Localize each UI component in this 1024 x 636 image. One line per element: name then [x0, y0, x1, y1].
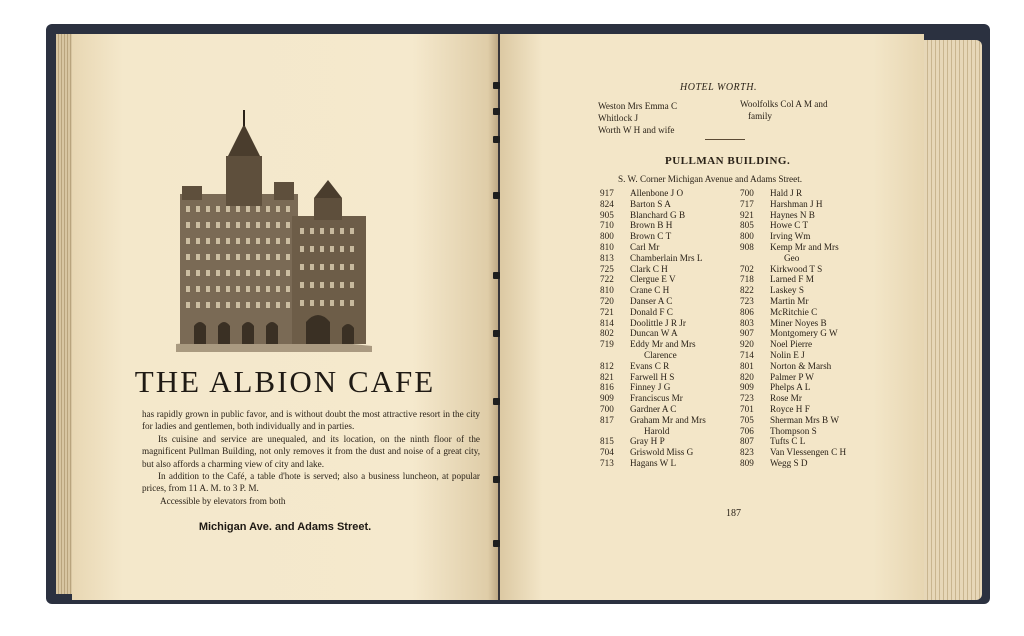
directory-row	[600, 210, 706, 221]
directory-row	[600, 285, 706, 296]
room-number: 917	[600, 188, 614, 198]
room-number: 814	[600, 317, 614, 328]
room-number: 909	[740, 382, 754, 393]
room-number	[740, 253, 770, 264]
tenant-name: Gardner A C	[630, 403, 677, 414]
room-number: 821	[600, 371, 614, 382]
right-page	[500, 34, 924, 600]
tenant-name: Clarence	[644, 349, 677, 360]
room-number: 700	[740, 188, 754, 198]
tenant-name: Eddy Mr and Mrs	[630, 339, 696, 350]
tenant-name: Noel Pierre	[770, 339, 813, 350]
room-number: 800	[600, 231, 614, 242]
directory-row	[600, 242, 706, 253]
directory-row	[740, 318, 846, 329]
room-number: 702	[740, 263, 754, 274]
pullman-building-illustration	[174, 106, 374, 352]
tenant-name: Griswold Miss G	[630, 447, 694, 458]
directory-row	[740, 436, 846, 447]
room-number: 801	[740, 360, 754, 371]
tenant-name: Sherman Mrs B W	[770, 414, 839, 425]
tenant-name: Miner Noyes B	[770, 317, 827, 328]
tenant-name: Howe C T	[770, 220, 809, 231]
room-number: 907	[740, 328, 754, 339]
cafe-paragraph-2: Its cuisine and service are unequaled, and its location, on the ninth floor of the magnificent Pullman Building, not only removes it from the dust and noise of a great city, but also affords a charming view of city and lake.	[142, 433, 480, 469]
tenant-name: Wegg S D	[770, 457, 808, 468]
directory-row	[600, 404, 706, 415]
directory-row	[600, 231, 706, 242]
room-number: 701	[740, 403, 754, 414]
directory-row	[600, 382, 706, 393]
divider	[705, 139, 745, 140]
room-number: 823	[740, 447, 754, 458]
room-number: 905	[600, 209, 614, 220]
room-number: 713	[600, 457, 614, 468]
tenant-name: Geo	[784, 252, 800, 263]
tenant-name: Chamberlain Mrs L	[630, 252, 703, 263]
directory-row	[600, 199, 706, 210]
directory-row	[740, 307, 846, 318]
room-number: 800	[740, 231, 754, 242]
room-number: 720	[600, 295, 614, 306]
directory-row	[600, 447, 706, 458]
directory-column-1	[600, 188, 706, 469]
directory-row	[740, 285, 846, 296]
tenant-name: Barton S A	[630, 198, 671, 209]
room-number: 817	[600, 414, 614, 425]
tenant-name: Thompson S	[770, 425, 817, 436]
directory-row	[740, 393, 846, 404]
binding-stitch	[493, 330, 500, 337]
tenant-name: Blanchard G B	[630, 209, 686, 220]
room-number: 717	[740, 198, 754, 209]
directory-row	[600, 339, 706, 350]
tenant-name: Donald F C	[630, 306, 673, 317]
room-number: 719	[600, 339, 614, 350]
directory-row	[600, 296, 706, 307]
directory-row	[740, 372, 846, 383]
directory-row	[740, 426, 846, 437]
cafe-description	[142, 408, 480, 507]
hotel-worth-heading: HOTEL WORTH.	[680, 82, 757, 93]
directory-row	[600, 264, 706, 275]
tenant-name: Hald J R	[770, 188, 803, 198]
room-number: 725	[600, 263, 614, 274]
room-number: 820	[740, 371, 754, 382]
room-number: 700	[600, 403, 614, 414]
directory-row	[600, 188, 706, 199]
tenant-name: Clergue E V	[630, 274, 676, 285]
binding-stitch	[493, 136, 500, 143]
pullman-building-heading: PULLMAN BUILDING.	[665, 155, 791, 167]
tenant-name: Harold	[644, 425, 670, 436]
directory-row	[600, 350, 706, 361]
pullman-building-address: S. W. Corner Michigan Avenue and Adams Street.	[618, 174, 803, 184]
room-number: 805	[740, 220, 754, 231]
left-page	[72, 34, 498, 600]
directory-row	[740, 361, 846, 372]
tenant-name: Brown C T	[630, 231, 672, 242]
tenant-name: Montgomery G W	[770, 328, 838, 339]
directory-row	[740, 415, 846, 426]
room-number: 705	[740, 414, 754, 425]
directory-row	[740, 382, 846, 393]
directory-row	[740, 253, 846, 264]
directory-row	[740, 220, 846, 231]
tenant-name: Gray H P	[630, 436, 665, 447]
directory-row	[600, 458, 706, 469]
directory-row	[600, 328, 706, 339]
room-number: 813	[600, 252, 614, 263]
directory-row	[600, 372, 706, 383]
directory-row	[600, 253, 706, 264]
directory-row	[600, 426, 706, 437]
room-number: 723	[740, 393, 754, 404]
room-number: 718	[740, 274, 754, 285]
directory-row	[600, 393, 706, 404]
tenant-name: Allenbone J O	[630, 188, 684, 198]
tenant-name: Brown B H	[630, 220, 673, 231]
room-number: 812	[600, 360, 614, 371]
directory-row	[600, 274, 706, 285]
directory-row	[600, 318, 706, 329]
binding-stitch	[493, 192, 500, 199]
binding-stitch	[493, 272, 500, 279]
tenant-name: Kirkwood T S	[770, 263, 823, 274]
binding-stitch	[493, 82, 500, 89]
tenant-name: Norton & Marsh	[770, 360, 832, 371]
tenant-name: Nolin E J	[770, 349, 805, 360]
room-number: 921	[740, 209, 754, 220]
directory-row	[740, 188, 846, 199]
binding-stitch	[493, 540, 500, 547]
cafe-paragraph-4: Accessible by elevators from both	[160, 495, 286, 506]
directory-row	[740, 210, 846, 221]
room-number: 920	[740, 339, 754, 350]
tenant-name: Carl Mr	[630, 241, 660, 252]
tenant-name: Kemp Mr and Mrs	[770, 241, 839, 252]
hotel-worth-right-list	[740, 98, 828, 122]
room-number: 810	[600, 241, 614, 252]
tenant-name: Larned F M	[770, 274, 814, 285]
room-number: 806	[740, 306, 754, 317]
list-item: Whitlock J	[598, 113, 639, 123]
list-item: family	[748, 111, 772, 121]
tenant-name: Palmer P W	[770, 371, 814, 382]
hotel-worth-left-list	[598, 100, 677, 136]
list-item: Weston Mrs Emma C	[598, 101, 678, 111]
room-number: 809	[740, 457, 754, 468]
directory-row	[740, 296, 846, 307]
directory-row	[740, 339, 846, 350]
binding-stitch	[493, 476, 500, 483]
directory-row	[740, 231, 846, 242]
room-number	[600, 426, 630, 437]
binding-stitch	[493, 108, 500, 115]
room-number: 723	[740, 295, 754, 306]
room-number: 807	[740, 436, 754, 447]
room-number: 909	[600, 393, 614, 404]
room-number: 822	[740, 285, 754, 296]
tenant-name: Tufts C L	[770, 436, 806, 447]
room-number: 802	[600, 328, 614, 339]
tenant-name: Crane C H	[630, 285, 670, 296]
room-number: 908	[740, 241, 754, 252]
directory-row	[600, 415, 706, 426]
tenant-name: Laskey S	[770, 285, 804, 296]
tenant-name: Haynes N B	[770, 209, 815, 220]
tenant-name: Graham Mr and Mrs	[630, 414, 706, 425]
room-number: 722	[600, 274, 614, 285]
cafe-paragraph-1: has rapidly grown in public favor, and is without doubt the most attractive resort in the city for ladies and gentlemen, both individually and in parties.	[142, 409, 480, 432]
room-number: 815	[600, 436, 614, 447]
room-number	[600, 350, 630, 361]
directory-column-2	[740, 188, 846, 469]
tenant-name: Harshman J H	[770, 198, 823, 209]
directory-row	[740, 274, 846, 285]
right-page-edges	[916, 40, 982, 600]
room-number: 810	[600, 285, 614, 296]
tenant-name: Rose Mr	[770, 393, 802, 404]
tenant-name: Van Vlessengen C H	[770, 447, 847, 458]
directory-row	[740, 242, 846, 253]
binding-stitch	[493, 398, 500, 405]
tenant-name: Franciscus Mr	[630, 393, 683, 404]
tenant-name: Evans C R	[630, 360, 670, 371]
room-number: 704	[600, 447, 614, 458]
room-number: 721	[600, 306, 614, 317]
cafe-address: Michigan Ave. and Adams Street.	[198, 521, 372, 533]
directory-row	[740, 199, 846, 210]
directory-row	[740, 264, 846, 275]
directory-row	[740, 458, 846, 469]
directory-row	[600, 220, 706, 231]
tenant-name: Danser A C	[630, 295, 673, 306]
tenant-name: Clark C H	[630, 263, 668, 274]
cafe-paragraph-3: In addition to the Café, a table d'hote is served; also a business luncheon, at popular prices, from 11 A. M. to 3 P. M.	[142, 471, 480, 494]
page-number: 187	[726, 508, 741, 519]
tenant-name: Royce H F	[770, 403, 810, 414]
room-number: 714	[740, 349, 754, 360]
tenant-name: Irving Wm	[770, 231, 811, 242]
directory-row	[740, 328, 846, 339]
tenant-name: Martin Mr	[770, 295, 809, 306]
cafe-title: THE ALBION CAFE	[134, 364, 436, 399]
room-number: 710	[600, 220, 614, 231]
tenant-name: Finney J G	[630, 382, 671, 393]
list-item: Woolfolks Col A M and	[740, 99, 828, 109]
directory-row	[600, 307, 706, 318]
tenant-name: Hagans W L	[630, 457, 677, 468]
directory-row	[740, 350, 846, 361]
room-number: 706	[740, 425, 754, 436]
tenant-name: Duncan W A	[630, 328, 678, 339]
list-item: Worth W H and wife	[598, 125, 675, 135]
room-number: 816	[600, 382, 614, 393]
room-number: 803	[740, 317, 754, 328]
room-number: 824	[600, 198, 614, 209]
tenant-name: Phelps A L	[770, 382, 811, 393]
tenant-name: Farwell H S	[630, 371, 675, 382]
directory-row	[740, 404, 846, 415]
tenant-name: Doolittle J R Jr	[630, 317, 686, 328]
directory-row	[600, 361, 706, 372]
tenant-name: McRitchie C	[770, 306, 818, 317]
directory-row	[740, 447, 846, 458]
directory-row	[600, 436, 706, 447]
